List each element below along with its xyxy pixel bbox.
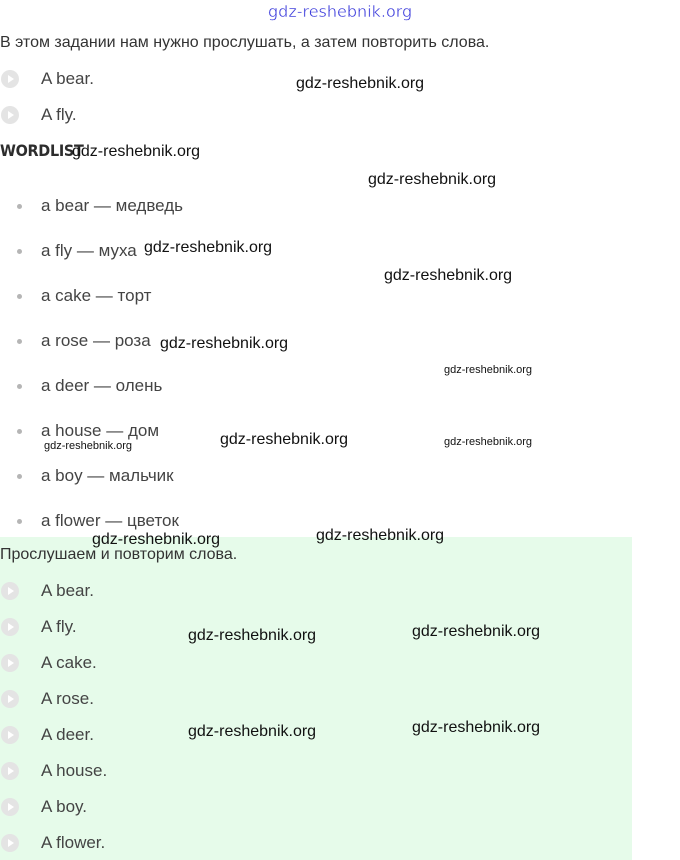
play-icon[interactable] xyxy=(1,70,19,88)
play-icon[interactable] xyxy=(1,834,19,852)
wordlist-item: a house — дом xyxy=(41,421,160,440)
play-icon[interactable] xyxy=(1,582,19,600)
watermark: gdz-reshebnik.org xyxy=(188,627,317,644)
play-icon[interactable] xyxy=(1,618,19,636)
wordlist-item: a fly — муха xyxy=(41,241,137,260)
watermark: gdz-reshebnik.org xyxy=(296,75,425,92)
bullet-icon xyxy=(17,249,22,254)
watermark: gdz-reshebnik.org xyxy=(384,267,513,284)
bullet-icon xyxy=(17,384,22,389)
bullet-icon xyxy=(17,519,22,524)
audio-item-fly: A fly. xyxy=(41,105,77,124)
wordlist-heading: WORDLIST xyxy=(0,141,84,160)
wordlist-item: a cake — торт xyxy=(41,286,152,305)
intro-text: В этом задании нам нужно прослушать, а затем повторить слова. xyxy=(0,34,490,51)
wordlist-item: a deer — олень xyxy=(41,376,163,395)
answer-item: A house. xyxy=(41,761,108,780)
watermark: gdz-reshebnik.org xyxy=(368,171,497,188)
answer-intro: Прослушаем и повторим слова. xyxy=(0,546,238,563)
watermark: gdz-reshebnik.org xyxy=(220,431,349,448)
play-icon[interactable] xyxy=(1,106,19,124)
wordlist-item: a boy — мальчик xyxy=(41,466,174,485)
answer-item: A flower. xyxy=(41,833,106,852)
answer-item: A cake. xyxy=(41,653,97,672)
watermark: gdz-reshebnik.org xyxy=(92,531,221,548)
bullet-icon xyxy=(17,204,22,209)
play-icon[interactable] xyxy=(1,762,19,780)
watermark: gdz-reshebnik.org xyxy=(316,527,445,544)
bullet-icon xyxy=(17,339,22,344)
watermark: gdz-reshebnik.org xyxy=(188,723,317,740)
watermark: gdz-reshebnik.org xyxy=(72,143,201,160)
watermark: gdz-reshebnik.org xyxy=(412,719,541,736)
answer-panel xyxy=(0,537,632,860)
answer-item: A deer. xyxy=(41,725,94,744)
answer-item: A fly. xyxy=(41,617,77,636)
play-icon[interactable] xyxy=(1,798,19,816)
answer-item: A boy. xyxy=(41,797,87,816)
audio-item-bear: A bear. xyxy=(41,69,94,88)
watermark: gdz-reshebnik.org xyxy=(444,436,533,448)
watermark: gdz-reshebnik.org xyxy=(160,335,289,352)
site-header-link[interactable]: gdz-reshebnik.org xyxy=(268,2,413,21)
watermark: gdz-reshebnik.org xyxy=(444,364,533,376)
answer-item: A bear. xyxy=(41,581,94,600)
wordlist-item: a flower — цветок xyxy=(41,511,179,530)
answer-item: A rose. xyxy=(41,689,94,708)
watermark: gdz-reshebnik.org xyxy=(412,623,541,640)
bullet-icon xyxy=(17,294,22,299)
wordlist-item: a bear — медведь xyxy=(41,196,184,215)
play-icon[interactable] xyxy=(1,654,19,672)
bullet-icon xyxy=(17,474,22,479)
play-icon[interactable] xyxy=(1,726,19,744)
watermark: gdz-reshebnik.org xyxy=(144,239,273,256)
wordlist-item: a rose — роза xyxy=(41,331,151,350)
bullet-icon xyxy=(17,429,22,434)
watermark: gdz-reshebnik.org xyxy=(44,440,133,452)
play-icon[interactable] xyxy=(1,690,19,708)
